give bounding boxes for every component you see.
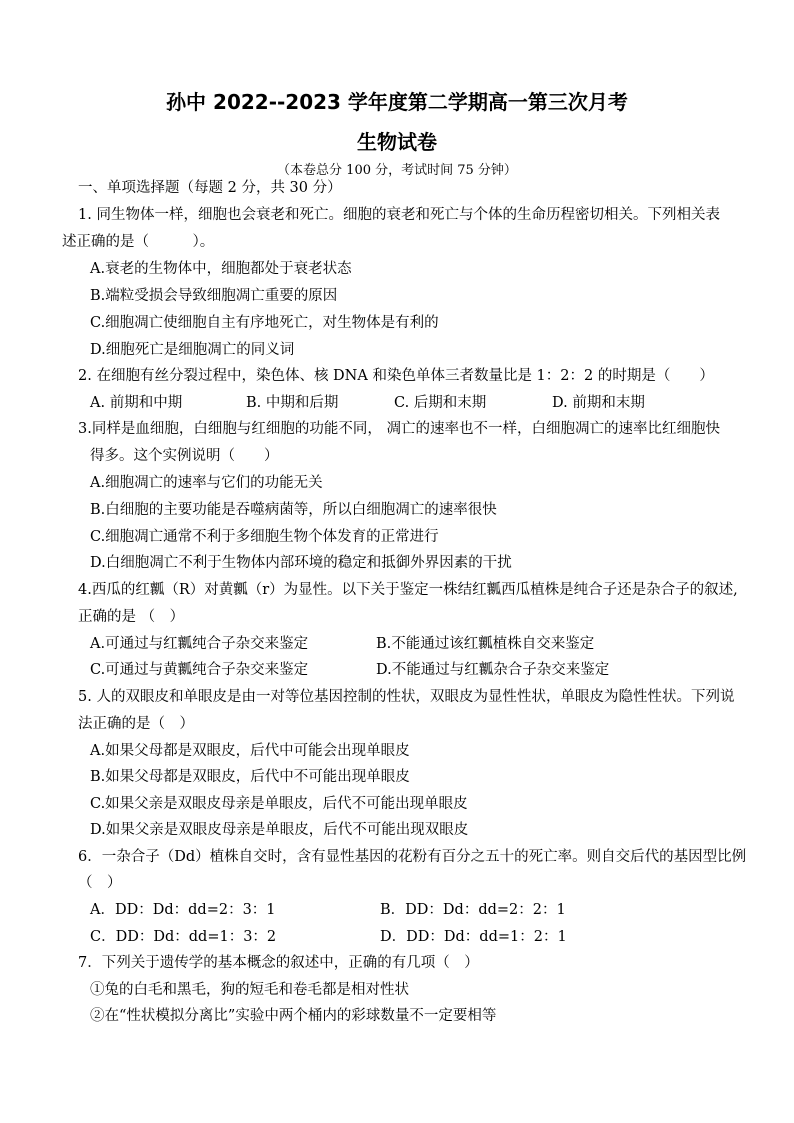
question-2-option-b: B. 中期和后期	[246, 395, 339, 411]
question-5-option-d: D.如果父亲是双眼皮母亲是单眼皮，后代不可能出现双眼皮	[90, 822, 469, 838]
question-2-option-a: A. 前期和中期	[90, 395, 183, 411]
question-6-option-c: C．DD：Dd：dd=1：3：2	[90, 929, 277, 945]
question-2-option-d: D. 前期和末期	[552, 395, 645, 411]
question-7-stem: 7．下列关于遗传学的基本概念的叙述中，正确的有几项（ ）	[78, 955, 479, 971]
question-6-option-b: B．DD：Dd：dd=2：2：1	[380, 902, 566, 918]
question-6-stem-line-1: 6．一杂合子（Dd）植株自交时，含有显性基因的花粉有百分之五十的死亡率。则自交后代的基因型比例	[78, 849, 747, 865]
question-2-stem: 2. 在细胞有丝分裂过程中，染色体、核 DNA 和染色单体三者数量比是 1：2：2 的时期是（ ）	[78, 368, 714, 384]
question-1-option-d: D.细胞死亡是细胞凋亡的同义词	[90, 342, 295, 358]
question-6-option-d: D．DD：Dd：dd=1：2：1	[380, 929, 567, 945]
question-4-option-d: D.不能通过与红瓤杂合子杂交来鉴定	[376, 662, 610, 678]
question-5-option-a: A.如果父母都是双眼皮，后代中可能会出现单眼皮	[90, 743, 410, 759]
question-5-stem-line-1: 5. 人的双眼皮和单眼皮是由一对等位基因控制的性状，双眼皮为显性性状，单眼皮为隐性性状。下列说	[78, 689, 735, 705]
exam-note: （本卷总分 100 分，考试时间 75 分钟）	[277, 163, 517, 178]
question-1-option-b: B.端粒受损会导致细胞凋亡重要的原因	[90, 288, 338, 304]
question-1-stem-line-2: 述正确的是（ ）。	[62, 234, 215, 250]
question-4-stem-line-2: 正确的是 （ ）	[78, 609, 185, 625]
question-7-statement-1: ①兔的白毛和黑毛，狗的短毛和卷毛都是相对性状	[90, 982, 409, 998]
exam-title: 孙中 2022--2023 学年度第二学期高一第三次月考	[166, 90, 628, 114]
exam-subtitle: 生物试卷	[357, 130, 437, 154]
question-4-option-a: A.可通过与红瓤纯合子杂交来鉴定	[90, 636, 309, 652]
question-5-option-c: C.如果父亲是双眼皮母亲是单眼皮，后代不可能出现单眼皮	[90, 796, 468, 812]
question-6-option-a: A．DD：Dd：dd=2：3：1	[90, 902, 276, 918]
question-2-option-c: C. 后期和末期	[394, 395, 487, 411]
question-1-option-a: A.衰老的生物体中，细胞都处于衰老状态	[90, 261, 352, 277]
question-5-stem-line-2: 法正确的是（ ）	[78, 716, 194, 732]
question-4-stem-line-1: 4.西瓜的红瓤（R）对黄瓤（r）为显性。以下关于鉴定一株结红瓤西瓜植株是纯合子还是杂合子的叙述,	[78, 582, 738, 598]
question-3-option-d: D.白细胞凋亡不利于生物体内部环境的稳定和抵御外界因素的干扰	[90, 555, 512, 571]
question-5-option-b: B.如果父母都是双眼皮，后代中不可能出现单眼皮	[90, 769, 410, 785]
question-4-option-c: C.可通过与黄瓤纯合子杂交来鉴定	[90, 662, 309, 678]
question-1-stem-line-1: 1. 同生物体一样，细胞也会衰老和死亡。细胞的衰老和死亡与个体的生命历程密切相关。下列相关表	[78, 207, 720, 223]
question-1-option-c: C.细胞凋亡使细胞自主有序地死亡，对生物体是有利的	[90, 315, 439, 331]
question-3-option-a: A.细胞凋亡的速率与它们的功能无关	[90, 475, 323, 491]
section-heading: 一、单项选择题（每题 2 分，共 30 分）	[78, 180, 342, 196]
question-7-statement-2: ②在“性状模拟分离比”实验中两个桶内的彩球数量不一定要相等	[90, 1008, 497, 1024]
question-3-option-b: B.白细胞的主要功能是吞噬病菌等，所以白细胞凋亡的速率很快	[90, 502, 497, 518]
question-6-stem-line-2: （ ）	[78, 875, 122, 891]
question-4-option-b: B.不能通过该红瓤植株自交来鉴定	[376, 636, 595, 652]
question-3-stem-line-1: 3.同样是血细胞，白细胞与红细胞的功能不同， 凋亡的速率也不一样，白细胞凋亡的速率比红细胞快	[78, 421, 720, 437]
question-3-option-c: C.细胞凋亡通常不利于多细胞生物个体发育的正常进行	[90, 529, 439, 545]
question-3-stem-line-2: 得多。这个实例说明（ ）	[90, 448, 279, 464]
